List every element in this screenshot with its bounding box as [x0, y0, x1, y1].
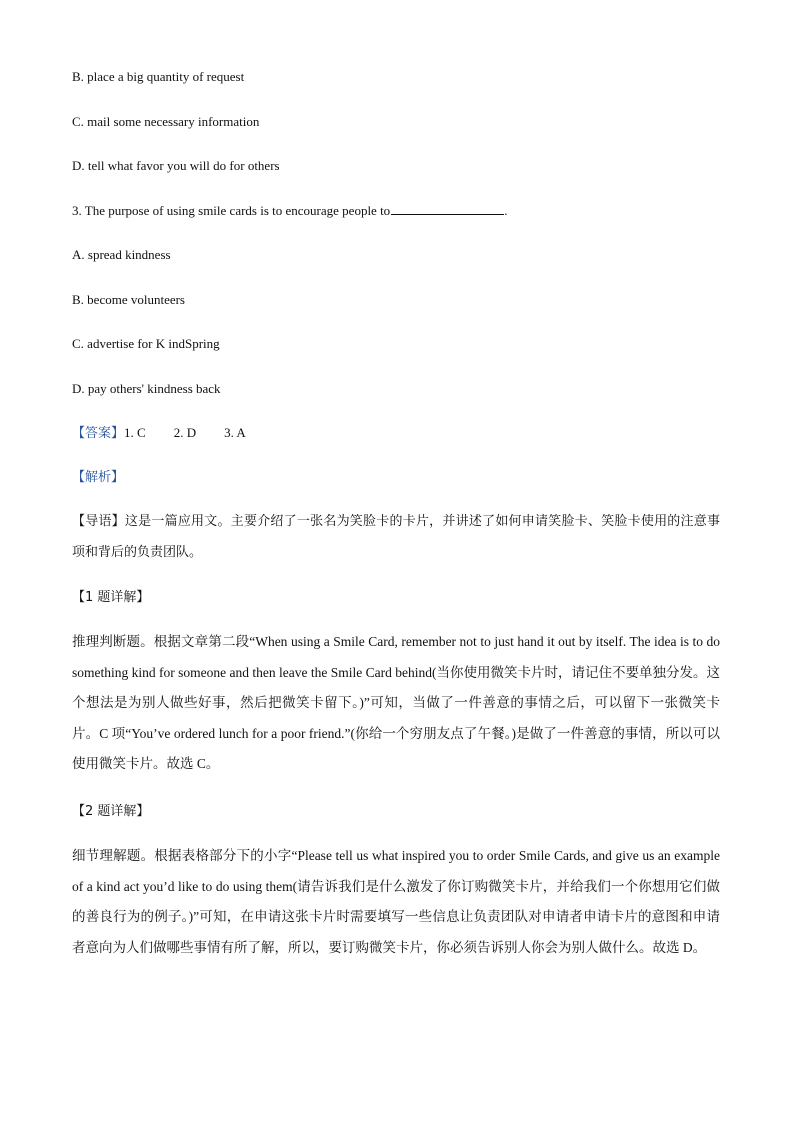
q3-option-c: C. advertise for K indSpring [72, 336, 220, 351]
q2-option-d: D. tell what favor you will do for others [72, 158, 280, 173]
answer-line [72, 424, 246, 443]
answer-3: 3. A [224, 425, 246, 440]
q3-option-d: D. pay others' kindness back [72, 381, 221, 396]
answer-2: 2. D [173, 425, 197, 440]
intro-paragraph: 【导语】这是一篇应用文。主要介绍了一张名为笑脸卡的卡片，并讲述了如何申请笑脸卡、笑脸卡使用的注意事项和背后的负责团队。 [72, 514, 720, 560]
q3-stem-end: . [504, 203, 508, 218]
analysis-label: 【解析】 [72, 470, 125, 485]
answer-1: 1. C [124, 425, 146, 440]
detail-1-label: 【1 题详解】 [72, 590, 150, 605]
q3-stem-text: 3. The purpose of using smile cards is to encourage people to [72, 203, 391, 218]
detail-2-paragraph: 细节理解题。根据表格部分下的小字“Please tell us what inspired you to order Smile Cards, and give us an example of a kind act you’d like to do using them(请告诉我们是什么激发了你订购微笑卡片，并给我们一个你想用它们做的善良行为的例子。)”可知，在申请这张卡片时需要填写一些信息让负责团队对申请者申请卡片的意图和申请者意向为人们做哪些事情有所了解，所以，要订购微笑卡片，你必须告诉别人你会为别人做什么。故选 D。 [72, 848, 720, 955]
q3-option-b: B. become volunteers [72, 292, 185, 307]
answer-label: 【答案】 [72, 426, 125, 441]
answer-blank [391, 202, 504, 215]
q3-option-a: A. spread kindness [72, 247, 171, 262]
detail-2-label: 【2 题详解】 [72, 804, 150, 819]
q3-stem [72, 202, 507, 220]
q2-option-c: C. mail some necessary information [72, 114, 260, 129]
detail-1-paragraph: 推理判断题。根据文章第二段“When using a Smile Card, remember not to just hand it out by itself. The idea is to do something kind for someone and then leave the Smile Card behind(当你使用微笑卡片时，请记住不要单独分发。这个想法是为别人做些好事，然后把微笑卡留下。)”可知，当做了一件善意的事情之后，可以留下一张微笑卡片。C 项“You’ve ordered lunch for a poor friend.”(你给一个穷朋友点了午餐。)是做了一件善意的事情，所以可以使用微笑卡片。故选 C。 [72, 634, 720, 771]
q2-option-b: B. place a big quantity of request [72, 69, 245, 84]
